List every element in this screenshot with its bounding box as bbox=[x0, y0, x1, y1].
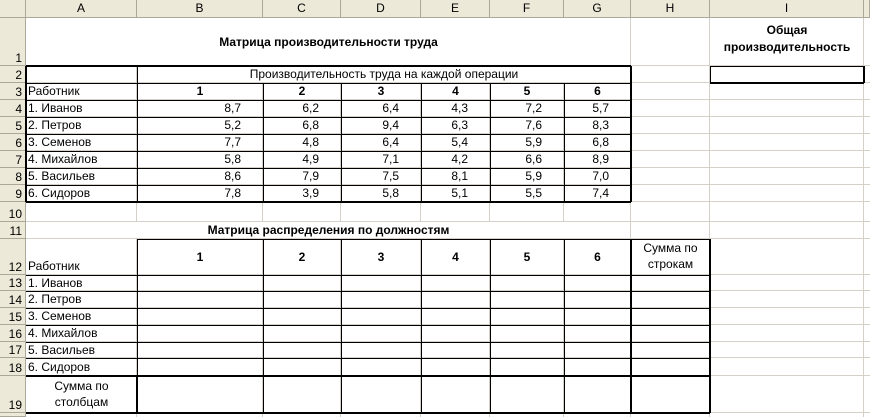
border-line bbox=[26, 375, 710, 377]
worker-name[interactable]: 6. Сидоров bbox=[28, 360, 91, 374]
row-header-16[interactable] bbox=[0, 325, 26, 342]
total-productivity-header[interactable] bbox=[710, 22, 864, 66]
select-all-corner[interactable] bbox=[0, 0, 26, 18]
worker-name[interactable]: 4. Михайлов bbox=[28, 152, 98, 166]
worker-name[interactable]: 1. Иванов bbox=[28, 276, 83, 290]
worker-column-label[interactable]: Работник bbox=[28, 84, 80, 98]
border-line bbox=[630, 239, 632, 413]
row-number: 8 bbox=[15, 170, 22, 184]
productivity-value[interactable]: 7,1 bbox=[382, 152, 399, 166]
row-header-2[interactable] bbox=[0, 66, 26, 83]
matrix1-title[interactable]: Матрица производительности труда bbox=[219, 35, 438, 49]
worker-column-label[interactable]: Работник bbox=[28, 259, 80, 273]
matrix1-subheader[interactable]: Производительность труда на каждой операции bbox=[249, 67, 519, 81]
column-header-f[interactable]: F bbox=[490, 0, 564, 18]
column-header-filler bbox=[864, 0, 870, 18]
operation-header[interactable]: 1 bbox=[196, 84, 204, 98]
row-header-14[interactable] bbox=[0, 291, 26, 308]
productivity-value[interactable]: 8,9 bbox=[592, 152, 609, 166]
row-number: 12 bbox=[8, 260, 22, 274]
row-number: 14 bbox=[8, 293, 22, 307]
row-number: 17 bbox=[8, 343, 22, 357]
border-line bbox=[490, 239, 491, 413]
productivity-value[interactable]: 5,9 bbox=[525, 169, 542, 183]
productivity-value[interactable]: 5,5 bbox=[525, 186, 542, 200]
productivity-value[interactable]: 6,3 bbox=[451, 118, 468, 132]
col-sum-line1: Сумма по bbox=[54, 379, 109, 393]
row-header-6[interactable] bbox=[0, 134, 26, 151]
row-header-1[interactable] bbox=[0, 18, 26, 66]
border-line bbox=[26, 117, 631, 118]
border-line bbox=[421, 83, 422, 202]
row-header-3[interactable] bbox=[0, 83, 26, 100]
productivity-value[interactable]: 7,2 bbox=[525, 101, 542, 115]
productivity-value[interactable]: 3,9 bbox=[302, 186, 319, 200]
border-line bbox=[26, 65, 631, 67]
row-header-5[interactable] bbox=[0, 117, 26, 134]
operation-header[interactable]: 6 bbox=[594, 84, 601, 98]
border-line bbox=[136, 376, 138, 413]
border-line bbox=[564, 83, 565, 202]
worker-name[interactable]: 3. Семенов bbox=[28, 309, 92, 323]
row-number: 19 bbox=[8, 398, 22, 412]
border-line bbox=[26, 168, 631, 169]
productivity-value[interactable]: 8,7 bbox=[224, 101, 241, 115]
border-line bbox=[341, 239, 342, 413]
productivity-value[interactable]: 6,4 bbox=[382, 135, 399, 149]
row-number: 1 bbox=[15, 51, 22, 65]
border-line bbox=[709, 239, 711, 413]
row-number: 16 bbox=[8, 327, 22, 341]
productivity-value[interactable]: 5,4 bbox=[451, 135, 468, 149]
productivity-value[interactable]: 5,8 bbox=[382, 186, 399, 200]
total-label-line1: Общая bbox=[766, 23, 808, 37]
productivity-value[interactable]: 7,4 bbox=[592, 186, 609, 200]
worker-name[interactable]: 2. Петров bbox=[28, 118, 82, 132]
operation-header[interactable]: 3 bbox=[377, 84, 385, 98]
operation-header[interactable]: 4 bbox=[452, 250, 459, 264]
border-line bbox=[26, 325, 710, 326]
productivity-value[interactable]: 6,2 bbox=[302, 101, 319, 115]
border-line bbox=[26, 342, 710, 343]
border-line bbox=[263, 239, 264, 413]
productivity-value[interactable]: 8,1 bbox=[451, 169, 468, 183]
border-line bbox=[421, 239, 422, 413]
row-number: 15 bbox=[8, 310, 22, 324]
column-header-d[interactable]: D bbox=[341, 0, 421, 18]
border-line bbox=[26, 201, 631, 203]
row-header-7[interactable] bbox=[0, 151, 26, 168]
productivity-value[interactable]: 4,2 bbox=[451, 152, 468, 166]
operation-header[interactable]: 5 bbox=[523, 250, 531, 264]
row-number: 3 bbox=[15, 85, 22, 99]
row-header-8[interactable] bbox=[0, 168, 26, 185]
productivity-value[interactable]: 5,2 bbox=[224, 118, 241, 132]
border-line bbox=[137, 66, 138, 202]
row-header-11[interactable] bbox=[0, 222, 26, 239]
row-number: 11 bbox=[9, 224, 22, 238]
column-header-c[interactable]: C bbox=[263, 0, 341, 18]
row-header-15[interactable] bbox=[0, 308, 26, 325]
row-number: 13 bbox=[8, 276, 22, 290]
productivity-value[interactable]: 4,8 bbox=[302, 135, 319, 149]
border-line bbox=[26, 83, 631, 84]
row-header-filler bbox=[0, 413, 26, 417]
productivity-value[interactable]: 7,6 bbox=[525, 118, 542, 132]
border-line bbox=[710, 66, 864, 67]
column-header-a[interactable]: A bbox=[26, 0, 137, 18]
productivity-value[interactable]: 7,7 bbox=[224, 135, 241, 149]
border-line bbox=[26, 358, 710, 359]
row-header-19[interactable] bbox=[0, 376, 26, 413]
productivity-value[interactable]: 8,3 bbox=[592, 118, 609, 132]
column-sum-label[interactable] bbox=[26, 378, 137, 414]
productivity-value[interactable]: 5,8 bbox=[224, 152, 241, 166]
operation-header[interactable]: 5 bbox=[523, 84, 531, 98]
border-line bbox=[490, 83, 491, 202]
border-line bbox=[564, 239, 565, 413]
worker-name[interactable]: 5. Васильев bbox=[28, 169, 96, 183]
border-line bbox=[710, 66, 711, 83]
row-sum-line2: строкам bbox=[647, 257, 694, 271]
border-line bbox=[263, 83, 264, 202]
worker-name[interactable]: 4. Михайлов bbox=[28, 326, 98, 340]
column-header-e[interactable]: E bbox=[421, 0, 490, 18]
worker-name[interactable]: 5. Васильев bbox=[28, 343, 96, 357]
operation-header[interactable]: 1 bbox=[196, 250, 204, 264]
operation-header[interactable]: 4 bbox=[452, 84, 459, 98]
row-header-4[interactable] bbox=[0, 100, 26, 117]
col-sum-line2: столбцам bbox=[54, 395, 109, 409]
productivity-value[interactable]: 6,4 bbox=[382, 101, 399, 115]
border-line bbox=[26, 134, 631, 135]
worker-name[interactable]: 1. Иванов bbox=[28, 101, 83, 115]
row-number: 9 bbox=[15, 187, 22, 201]
row-sum-line1: Сумма по bbox=[643, 241, 698, 255]
worker-name[interactable]: 6. Сидоров bbox=[28, 186, 91, 200]
row-header-10[interactable] bbox=[0, 202, 26, 222]
row-number: 4 bbox=[15, 102, 22, 116]
row-sum-header[interactable] bbox=[631, 240, 710, 276]
total-label-line2: производительность bbox=[723, 40, 851, 54]
productivity-value[interactable]: 7,8 bbox=[224, 186, 241, 200]
row-number: 7 bbox=[15, 153, 22, 167]
column-header-h[interactable]: H bbox=[631, 0, 710, 18]
border-line bbox=[341, 83, 342, 202]
row-header-17[interactable] bbox=[0, 342, 26, 358]
row-header-13[interactable] bbox=[0, 275, 26, 291]
productivity-value[interactable]: 9,4 bbox=[382, 118, 399, 132]
border-line bbox=[710, 82, 864, 84]
productivity-value[interactable]: 7,5 bbox=[382, 169, 399, 183]
border-line bbox=[26, 185, 631, 186]
row-number: 10 bbox=[8, 207, 22, 221]
operation-header[interactable]: 3 bbox=[377, 250, 385, 264]
column-header-i[interactable]: I bbox=[710, 0, 864, 18]
border-line bbox=[26, 308, 710, 309]
operation-header[interactable]: 2 bbox=[298, 250, 306, 264]
productivity-value[interactable]: 7,9 bbox=[302, 169, 319, 183]
border-line bbox=[26, 275, 710, 276]
row-header-18[interactable] bbox=[0, 358, 26, 376]
row-number: 5 bbox=[15, 119, 22, 133]
row-header-9[interactable] bbox=[0, 185, 26, 202]
border-line bbox=[137, 239, 710, 240]
border-line bbox=[26, 412, 710, 414]
border-line bbox=[26, 151, 631, 152]
column-header-g[interactable]: G bbox=[564, 0, 631, 18]
matrix2-title[interactable]: Матрица распределения по должностям bbox=[207, 223, 450, 237]
productivity-value[interactable]: 5,7 bbox=[592, 101, 609, 115]
worker-name[interactable]: 3. Семенов bbox=[28, 135, 92, 149]
productivity-value[interactable]: 6,8 bbox=[592, 135, 609, 149]
border-line bbox=[26, 100, 631, 101]
border-line bbox=[863, 66, 865, 83]
productivity-value[interactable]: 5,1 bbox=[451, 186, 468, 200]
productivity-value[interactable]: 7,0 bbox=[592, 169, 609, 183]
row-header-12[interactable] bbox=[0, 239, 26, 275]
productivity-value[interactable]: 6,6 bbox=[525, 152, 542, 166]
operation-header[interactable]: 2 bbox=[298, 84, 306, 98]
productivity-value[interactable]: 4,3 bbox=[451, 101, 468, 115]
column-header-b[interactable]: B bbox=[137, 0, 263, 18]
row-number: 6 bbox=[15, 136, 22, 150]
productivity-value[interactable]: 6,8 bbox=[302, 118, 319, 132]
row-number: 18 bbox=[8, 361, 22, 375]
productivity-value[interactable]: 8,6 bbox=[224, 169, 241, 183]
worker-name[interactable]: 2. Петров bbox=[28, 292, 82, 306]
border-line bbox=[26, 291, 710, 292]
productivity-value[interactable]: 4,9 bbox=[302, 152, 319, 166]
operation-header[interactable]: 6 bbox=[594, 250, 601, 264]
row-number: 2 bbox=[15, 68, 22, 82]
productivity-value[interactable]: 5,9 bbox=[525, 135, 542, 149]
